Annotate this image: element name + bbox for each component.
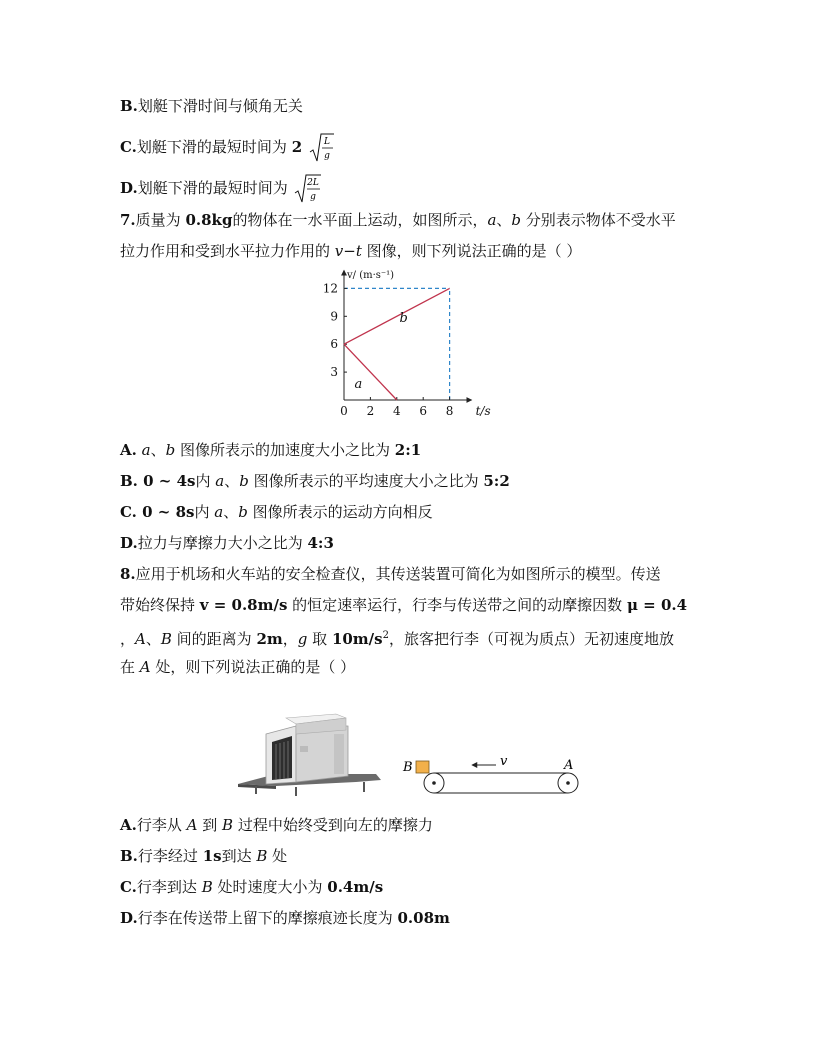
q8-option-c: C.行李到达 B 处时速度大小为 0.4m/s: [120, 878, 384, 896]
q7-option-b: B. 0 ~ 4s内 a、b 图像所表示的平均速度大小之比为 5:2: [120, 472, 510, 490]
luggage-box: [416, 761, 429, 773]
q7-option-c: C. 0 ~ 8s内 a、b 图像所表示的运动方向相反: [120, 503, 433, 521]
x-axis-label: t/s: [475, 404, 491, 418]
q8-stem-line2: 带始终保持 v = 0.8m/s 的恒定速率运行，行李与传送带之间的动摩擦因数 μ = 0.4: [120, 596, 688, 614]
label-v: v: [500, 754, 508, 769]
series-line-b: [344, 288, 450, 344]
x-tick-label: 4: [392, 404, 401, 418]
series-label-a: a: [354, 376, 363, 392]
prev-option-b: B.划艇下滑时间与倾角无关: [120, 97, 303, 115]
frac-denominator: g: [324, 151, 330, 161]
q8-option-b: B.行李经过 1s到达 B 处: [120, 847, 288, 865]
series-label-b: b: [399, 310, 408, 326]
y-tick-label: 3: [330, 365, 338, 380]
x-tick-label: 8: [445, 404, 454, 418]
q8-option-a: A.行李从 A 到 B 过程中始终受到向左的摩擦力: [120, 816, 433, 834]
y-tick-label: 6: [330, 337, 338, 352]
prev-option-d: D.划艇下滑的最短时间为 2L g: [120, 173, 322, 205]
q8-stem-line1: 8.应用于机场和火车站的安全检查仪，其传送装置可简化为如图所示的模型。传送: [120, 565, 661, 583]
frac-numerator: 2L: [307, 178, 320, 188]
frac-numerator: L: [323, 137, 330, 147]
x-tick-label: 6: [419, 404, 428, 418]
security-scanner-illustration: [236, 712, 382, 798]
q7-option-a: A. a、b 图像所表示的加速度大小之比为 2:1: [120, 441, 422, 459]
frac-denominator: g: [310, 192, 317, 202]
q7-stem-line1: 7.质量为 0.8kg的物体在一水平面上运动，如图所示，a、b 分别表示物体不受水平: [120, 211, 676, 229]
series-line-a: [344, 344, 397, 400]
x-tick-label: 2: [366, 404, 375, 418]
q8-stem-line4: 在 A 处，则下列说法正确的是（ ）: [120, 658, 356, 676]
sqrt-l-over-g: [309, 132, 335, 164]
label-a: A: [564, 758, 574, 773]
q7-option-d: D.拉力与摩擦力大小之比为 4:3: [120, 534, 334, 552]
prev-option-c: C.划艇下滑的最短时间为 2 L g: [120, 132, 335, 164]
y-tick-label: 12: [322, 281, 338, 296]
y-tick-label: 9: [330, 309, 338, 324]
sqrt-2l-over-g: [294, 173, 322, 205]
vt-chart: [320, 268, 500, 420]
label-b: B: [403, 760, 413, 775]
q8-stem-line3: ，A、B 间的距离为 2m，g 取 $10m/s^2$，旅客把行李（可视为质点）无初速度地放: [120, 630, 674, 648]
q8-option-d: D.行李在传送带上留下的摩擦痕迹长度为 0.08m: [120, 909, 450, 927]
y-axis-label: v/ (m·s⁻¹): [347, 270, 395, 281]
q7-stem-line2: 拉力作用和受到水平拉力作用的 v−t 图像，则下列说法正确的是（ ）: [120, 242, 582, 260]
x-tick-label: 0: [340, 404, 348, 418]
conveyor-belt-diagram: [398, 748, 586, 798]
